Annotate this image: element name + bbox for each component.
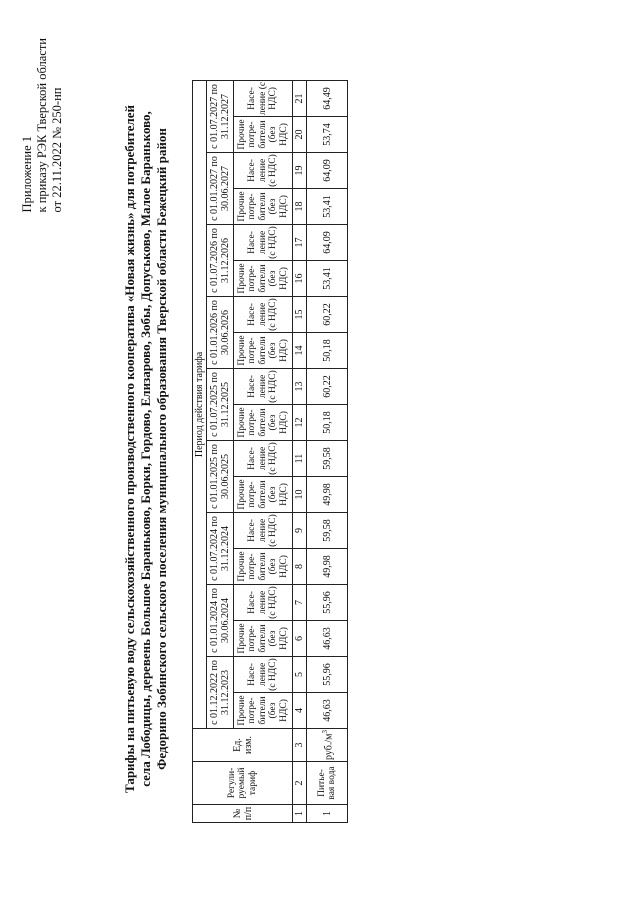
column-number: 8 bbox=[293, 549, 307, 585]
subheader-other: Прочие потре-бители (без НДС) bbox=[234, 333, 293, 369]
column-number: 19 bbox=[293, 153, 307, 189]
column-number: 20 bbox=[293, 117, 307, 153]
subheader-population: Насе-ление (с НДС) bbox=[234, 369, 293, 405]
tariff-value: 55,96 bbox=[307, 657, 348, 693]
column-number: 7 bbox=[293, 585, 307, 621]
column-number: 4 bbox=[293, 693, 307, 729]
tariff-value: 64,09 bbox=[307, 225, 348, 261]
tariff-table bbox=[192, 80, 348, 823]
title-line-3: Федорино Зобинского сельского поселения муниципального образования Тверской области Бежецкий район bbox=[154, 128, 169, 770]
tariff-value: 46,63 bbox=[307, 621, 348, 657]
tariff-value: 53,41 bbox=[307, 261, 348, 297]
header-unit: Ед. изм. bbox=[193, 729, 293, 762]
tariff-value: 64,49 bbox=[307, 80, 348, 116]
row-number: 1 bbox=[307, 805, 348, 823]
appendix-line-3: от 22.11.2022 № 250-нп bbox=[50, 87, 64, 213]
tariff-value: 59,58 bbox=[307, 513, 348, 549]
period-cell: с 01.07.2024 по 31.12.2024 bbox=[207, 513, 234, 585]
tariff-value: 46,63 bbox=[307, 693, 348, 729]
subheader-other: Прочие потре-бители (без НДС) bbox=[234, 621, 293, 657]
subheader-other: Прочие потре-бители (без НДС) bbox=[234, 549, 293, 585]
title-line-1: Тарифы на питьевую воду сельскохозяйственного производственного кооператива «Новая жизнь» для потребителей bbox=[122, 105, 137, 794]
column-number: 13 bbox=[293, 369, 307, 405]
appendix-line-2: к приказу РЭК Тверской области bbox=[35, 38, 49, 213]
subheader-row bbox=[234, 80, 293, 822]
row-unit bbox=[307, 729, 348, 762]
subheader-population: Насе-ление (с НДС) bbox=[234, 153, 293, 189]
subheader-other: Прочие потре-бители (без НДС) bbox=[234, 261, 293, 297]
tariff-value: 53,41 bbox=[307, 189, 348, 225]
column-number: 3 bbox=[293, 729, 307, 762]
tariff-value: 49,98 bbox=[307, 477, 348, 513]
column-number: 21 bbox=[293, 80, 307, 116]
column-number: 18 bbox=[293, 189, 307, 225]
tariff-value: 50,18 bbox=[307, 333, 348, 369]
column-number: 5 bbox=[293, 657, 307, 693]
row-tariff: Питье-вая вода bbox=[307, 762, 348, 805]
subheader-population: Насе-ление (с НДС) bbox=[234, 225, 293, 261]
column-number: 2 bbox=[293, 762, 307, 805]
header-no: № п/п bbox=[193, 805, 293, 823]
subheader-other: Прочие потре-бители (без НДС) bbox=[234, 189, 293, 225]
tariff-value: 64,09 bbox=[307, 153, 348, 189]
header-period: Период действия тарифа bbox=[193, 80, 207, 728]
row-unit-main: руб./м bbox=[323, 733, 335, 760]
column-number: 15 bbox=[293, 297, 307, 333]
column-number: 14 bbox=[293, 333, 307, 369]
period-cell: с 01.01.2024 по 30.06.2024 bbox=[207, 585, 234, 657]
row-unit-sup: 3 bbox=[320, 730, 329, 734]
subheader-other: Прочие потре-бители (без НДС) bbox=[234, 693, 293, 729]
subheader-population: Насе-ление (с НДС) bbox=[234, 513, 293, 549]
period-cell: с 01.12.2022 по 31.12.2023 bbox=[207, 657, 234, 729]
tariff-value: 49,98 bbox=[307, 549, 348, 585]
tariff-value: 60,22 bbox=[307, 369, 348, 405]
appendix-note bbox=[20, 38, 65, 212]
tariff-value: 50,18 bbox=[307, 405, 348, 441]
tariff-value: 55,96 bbox=[307, 585, 348, 621]
period-row bbox=[207, 80, 234, 822]
subheader-population: Насе-ление (с НДС) bbox=[234, 80, 293, 116]
title-line-2: села Лободицы, деревень Большое Бараньково, Борки, Гордово, Елизарово, Зобы, Допуськово, Малое Бараньково, bbox=[138, 111, 153, 787]
period-cell: с 01.07.2027 по 31.12.2027 bbox=[207, 80, 234, 152]
column-number-row bbox=[293, 80, 307, 822]
subheader-other: Прочие потре-бители (без НДС) bbox=[234, 117, 293, 153]
appendix-line-1: Приложение 1 bbox=[20, 135, 34, 213]
column-number: 17 bbox=[293, 225, 307, 261]
column-number: 16 bbox=[293, 261, 307, 297]
table-row bbox=[307, 80, 348, 822]
subheader-population: Насе-ление (с НДС) bbox=[234, 585, 293, 621]
subheader-population: Насе-ление (с НДС) bbox=[234, 657, 293, 693]
column-number: 12 bbox=[293, 405, 307, 441]
column-number: 9 bbox=[293, 513, 307, 549]
tariff-value: 60,22 bbox=[307, 297, 348, 333]
period-cell: с 01.01.2025 по 30.06.2025 bbox=[207, 441, 234, 513]
column-number: 10 bbox=[293, 477, 307, 513]
subheader-other: Прочие потре-бители (без НДС) bbox=[234, 477, 293, 513]
tariff-value: 59,58 bbox=[307, 441, 348, 477]
period-cell: с 01.01.2027 по 30.06.2027 bbox=[207, 153, 234, 225]
period-cell: с 01.01.2026 по 30.06.2026 bbox=[207, 297, 234, 369]
subheader-population: Насе-ление (с НДС) bbox=[234, 441, 293, 477]
column-number: 11 bbox=[293, 441, 307, 477]
column-number: 1 bbox=[293, 805, 307, 823]
subheader-population: Насе-ление (с НДС) bbox=[234, 297, 293, 333]
header-tariff: Регули-руемый тариф bbox=[193, 762, 293, 805]
tariff-value: 53,74 bbox=[307, 117, 348, 153]
column-number: 6 bbox=[293, 621, 307, 657]
subheader-other: Прочие потре-бители (без НДС) bbox=[234, 405, 293, 441]
document-title bbox=[122, 59, 170, 839]
period-cell: с 01.07.2026 по 31.12.2026 bbox=[207, 225, 234, 297]
period-cell: с 01.07.2025 по 31.12.2025 bbox=[207, 369, 234, 441]
